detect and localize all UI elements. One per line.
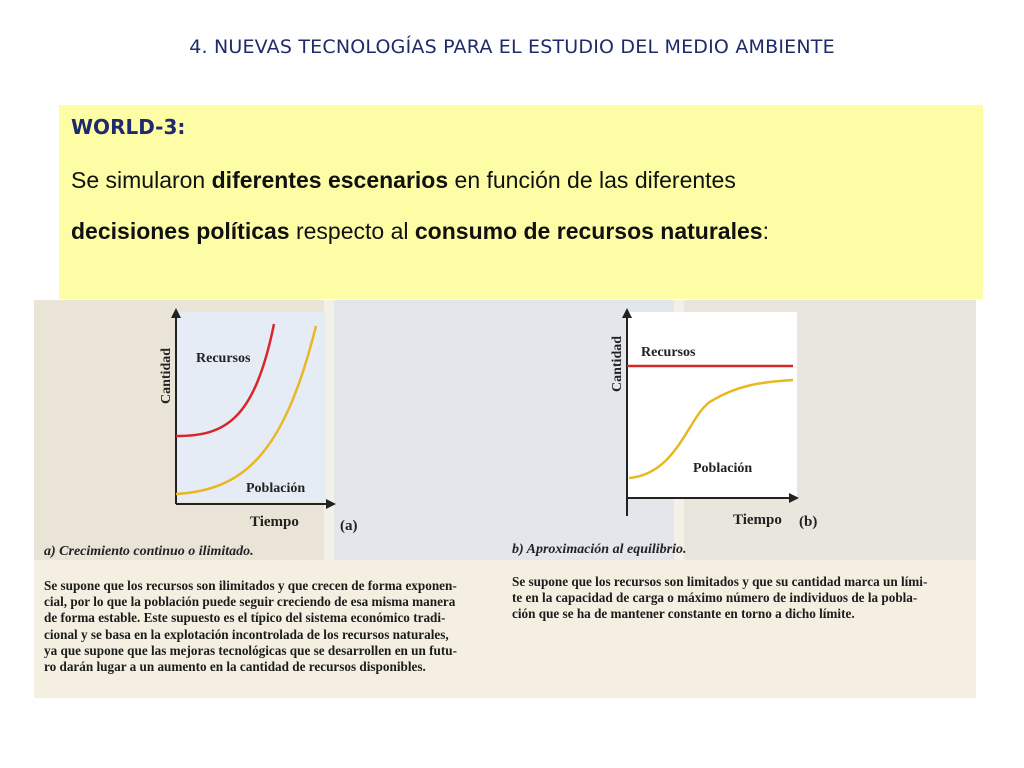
text-line: ro darán lugar a un aumento en la cantidad de recursos disponibles. (44, 659, 426, 675)
chart-a-panel-label: (a) (340, 518, 358, 534)
text-line: Se supone que los recursos son limitados y que su cantidad marca un lími- (512, 574, 928, 589)
chart-a-recursos-label: Recursos (196, 351, 251, 366)
chart-b-caption: b) Aproximación al equilibrio. (512, 542, 687, 557)
chart-a-y-label: Cantidad (159, 347, 174, 404)
text-line: ción que se ha de mantener constante en torno a dicho límite. (512, 606, 855, 622)
line2-emphasis-c: consumo de recursos naturales (414, 218, 763, 244)
chart-a-plot-area (176, 312, 326, 502)
line2-text-b: respecto al (289, 218, 415, 244)
line1-text-c: en función de las diferentes (448, 167, 736, 193)
text-line: cial, por lo que la población puede seguir creciendo de esa misma manera (44, 594, 456, 610)
line2-text-d: : (762, 218, 769, 244)
chart-b-x-label: Tiempo (733, 512, 782, 528)
text-line: cional y se basa en la explotación incontrolada de los recursos naturales, (44, 626, 449, 642)
box-line-2 (71, 218, 769, 245)
text-line: te en la capacidad de carga o máximo número de individuos de la pobla- (512, 590, 918, 606)
box-heading: WORLD-3: (71, 115, 186, 139)
text-line: de forma estable. Este supuesto es el típico del sistema económico tradi- (44, 610, 446, 626)
chart-b (589, 304, 859, 544)
textbook-scan (34, 300, 976, 698)
chart-a-description (44, 578, 457, 675)
highlight-box (59, 105, 983, 299)
chart-b-recursos-label: Recursos (641, 345, 696, 360)
line2-emphasis-a: decisiones políticas (71, 218, 290, 244)
box-line-1 (71, 167, 736, 194)
chart-a-x-label: Tiempo (250, 514, 299, 530)
chart-b-panel-label: (b) (799, 514, 818, 530)
chart-a-poblacion-label: Población (246, 481, 306, 496)
chart-a-x-arrow (326, 499, 336, 509)
chart-a (134, 304, 374, 544)
chart-b-description (512, 574, 927, 623)
chart-b-poblacion-label: Población (693, 461, 753, 476)
chart-a-caption: a) Crecimiento continuo o ilimitado. (44, 544, 254, 559)
line1-emphasis: diferentes escenarios (211, 167, 449, 193)
text-line: Se supone que los recursos son ilimitados y que crecen de forma exponen- (44, 578, 457, 593)
chart-b-y-label: Cantidad (610, 335, 625, 392)
slide-title: 4. NUEVAS TECNOLOGÍAS PARA EL ESTUDIO DEL MEDIO AMBIENTE (189, 36, 835, 58)
line1-text-a: Se simularon (71, 167, 212, 193)
text-line: ya que supone que las mejoras tecnológicas que se desarrollen en un futu- (44, 642, 457, 658)
